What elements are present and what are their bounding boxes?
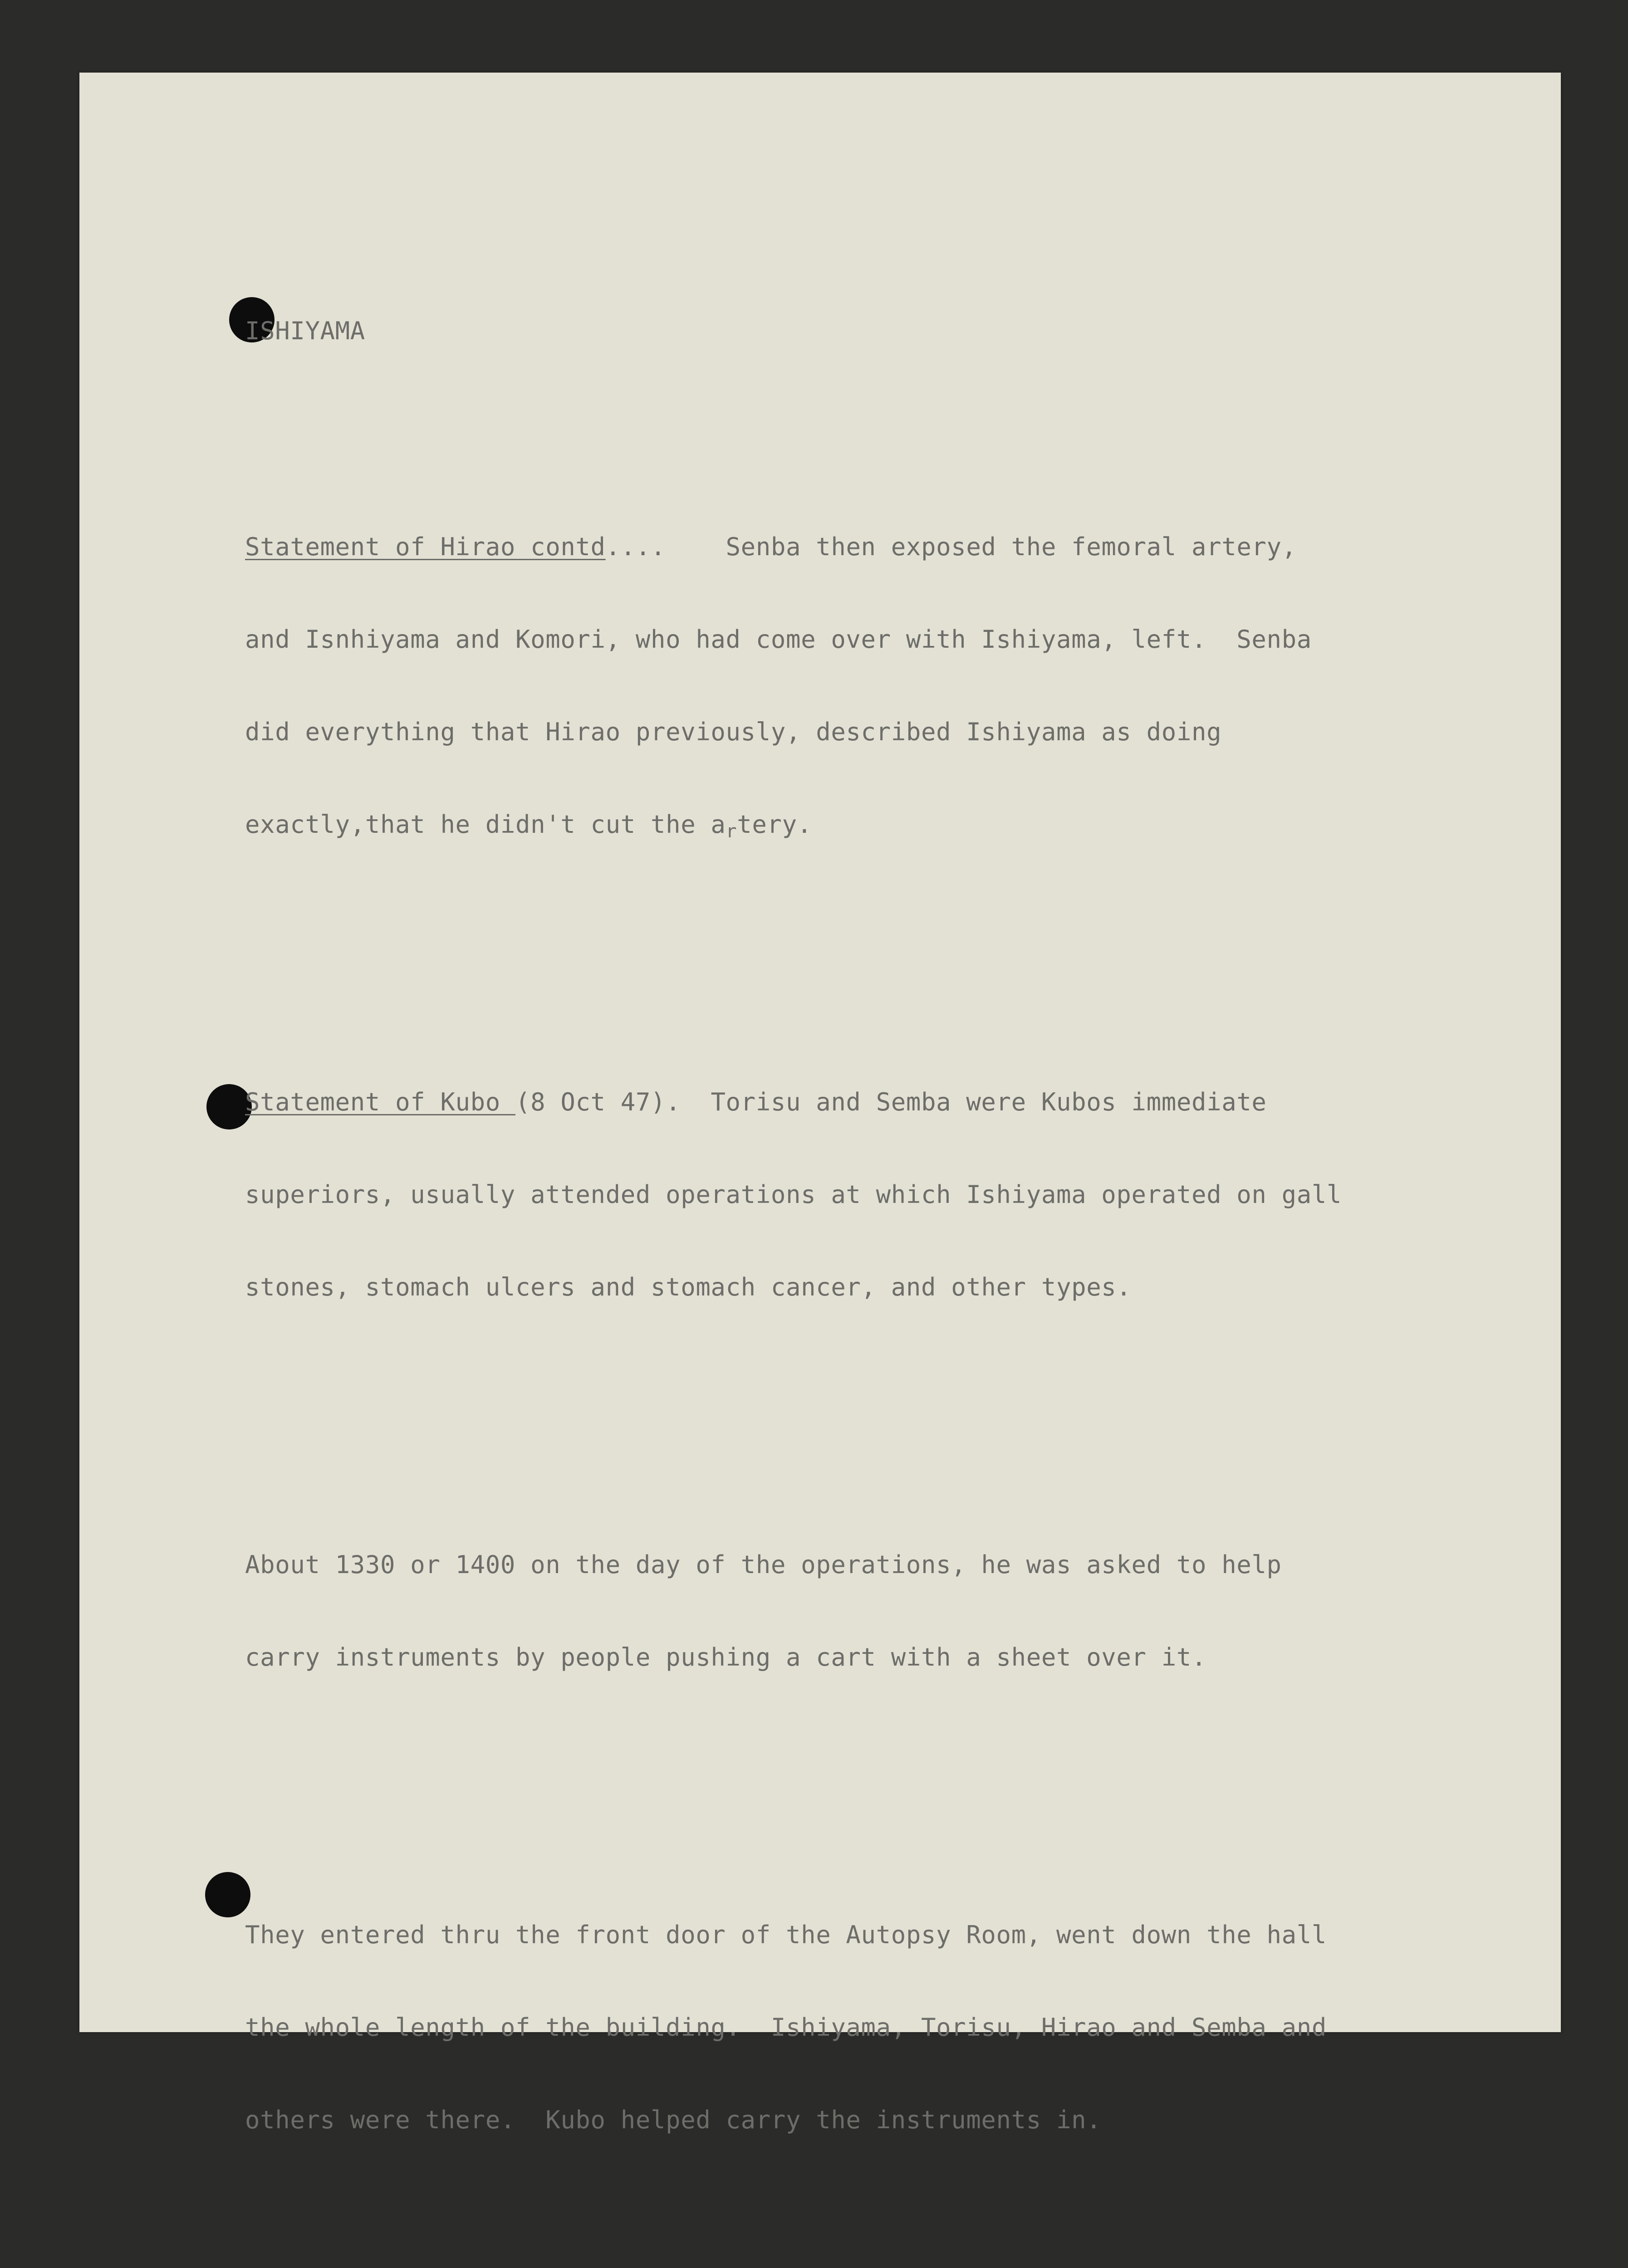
text-line: stones, stomach ulcers and stomach cancer, and other types. [245, 1273, 1132, 1301]
text-line: carry instruments by people pushing a cart with a sheet over it. [245, 1643, 1207, 1672]
text-line: the whole length of the building. Ishiyama, Torisu, Hirao and Semba and [245, 2013, 1327, 2042]
text-line: They entered thru the front door of the Autopsy Room, went down the hall [245, 1921, 1327, 1949]
section-heading: Statement of Hirao contd [245, 533, 606, 561]
punch-hole [205, 1872, 250, 1917]
section-heading: Statement of Kubo [245, 1088, 515, 1116]
paragraph-instruments [245, 1488, 1407, 1735]
text-line: About 1330 or 1400 on the day of the operations, he was asked to help [245, 1550, 1282, 1579]
text-line: Statement of Kubo (8 Oct 47). Torisu and Semba were Kubos immediate [245, 1088, 1267, 1116]
typed-text-body [245, 254, 1407, 2268]
text-line: and Isnhiyama and Komori, who had come over with Ishiyama, left. Senba [245, 625, 1312, 654]
text-line: Statement of Hirao contd.... Senba then exposed the femoral artery, [245, 533, 1297, 561]
text-line: exactly,that he didn't cut the artery. [245, 810, 812, 842]
paragraph-autopsy-room [245, 1858, 1407, 2197]
paragraph-hirao-statement [245, 470, 1407, 902]
text-line: did everything that Hirao previously, described Ishiyama as doing [245, 718, 1222, 746]
text-line: others were there. Kubo helped carry the instruments in. [245, 2106, 1102, 2134]
paragraph-kubo-statement [245, 1025, 1407, 1364]
page-header: ISHIYAMA [245, 317, 365, 345]
text-line: superiors, usually attended operations at which Ishiyama operated on gall [245, 1180, 1342, 1209]
